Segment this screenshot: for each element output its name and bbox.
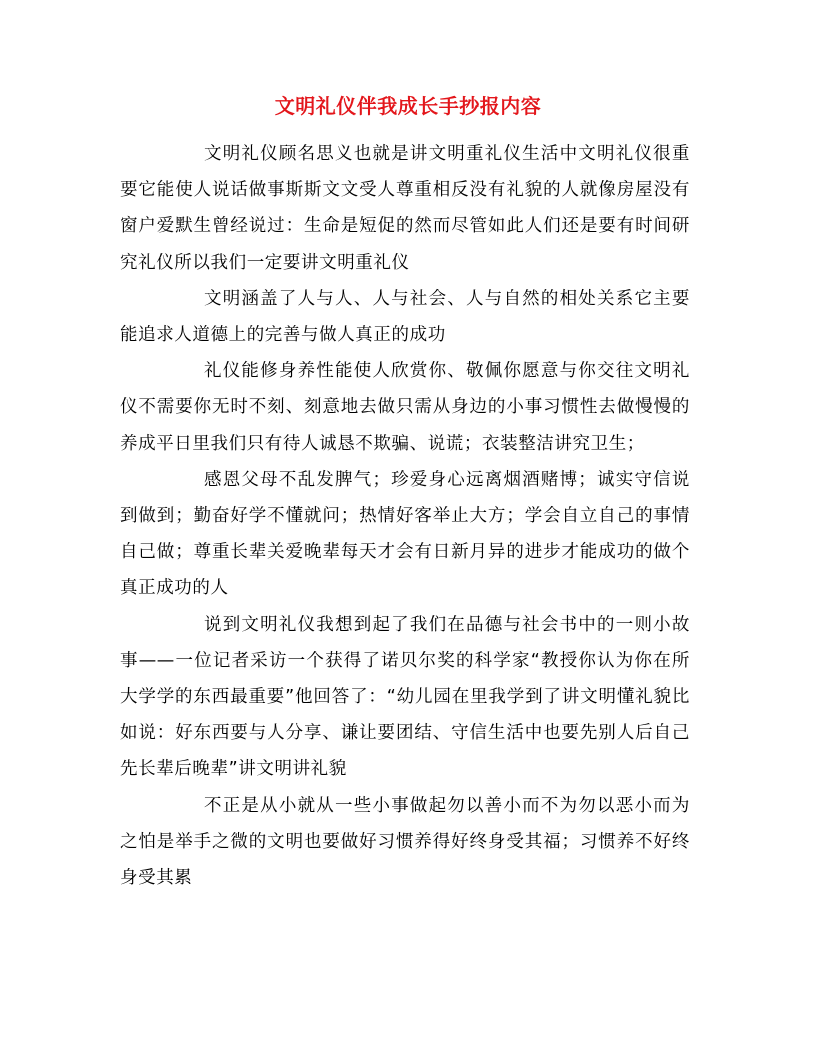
paragraph-4: 感恩父母不乱发脾气；珍爱身心远离烟酒赌博；诚实守信说到做到；勤奋好学不懂就问；热情好客举止大方；学会自立自己的事情自己做；尊重长辈关爱晚辈每天才会有日新月异的进步才能成功的做个真正成功的人	[120, 469, 690, 599]
paragraph-2: 文明涵盖了人与人、人与社会、人与自然的相处关系它主要能追求人道德上的完善与做人真正的成功	[120, 288, 690, 346]
paragraph-3: 礼仪能修身养性能使人欣赏你、敬佩你愿意与你交往文明礼仪不需要你无时不刻、刻意地去做只需从身边的小事习惯性去做慢慢的养成平日里我们只有待人诚恳不欺骗、说谎；衣装整洁讲究卫生；	[120, 361, 690, 454]
paragraph-5: 说到文明礼仪我想到起了我们在品德与社会书中的一则小故事——一位记者采访一个获得了诺贝尔奖的科学家“教授你认为你在所大学学的东西最重要”他回答了：“幼儿园在里我学到了讲文明懂礼貌比如说：好东西要与人分享、谦让要团结、守信生活中也要先别人后自己先长辈后晚辈”讲文明讲礼貌	[120, 614, 690, 780]
paragraph-1: 文明礼仪顾名思义也就是讲文明重礼仪生活中文明礼仪很重要它能使人说话做事斯斯文文受人尊重相反没有礼貌的人就像房屋没有窗户爱默生曾经说过：生命是短促的然而尽管如此人们还是要有时间研究礼仪所以我们一定要讲文明重礼仪	[120, 144, 690, 273]
document-title: 文明礼仪伴我成长手抄报内容	[274, 94, 542, 118]
document-body	[120, 136, 690, 896]
paragraph-6: 不正是从小就从一些小事做起勿以善小而不为勿以恶小而为之怕是举手之微的文明也要做好习惯养得好终身受其福；习惯养不好终身受其累	[120, 795, 690, 889]
